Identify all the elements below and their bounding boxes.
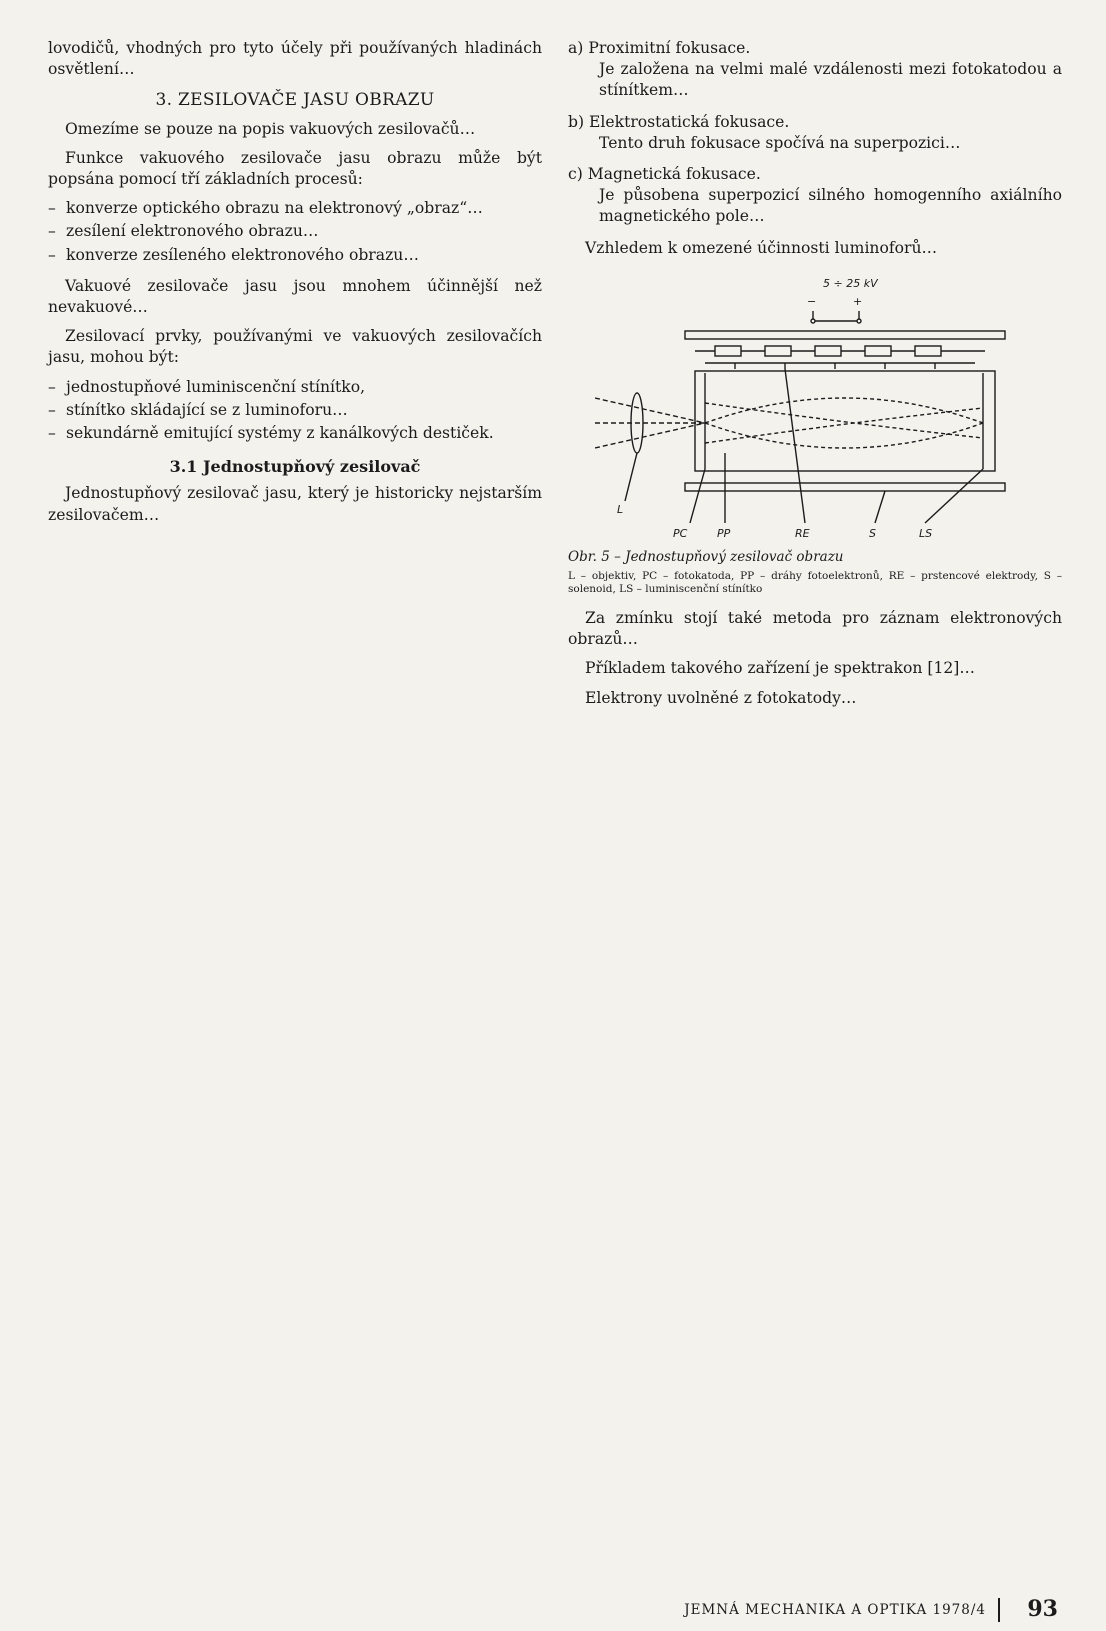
minus-sign: − xyxy=(807,294,817,308)
resistor-chain xyxy=(695,346,985,356)
focus-body: Je působena superpozicí silného homogenního axiálního magnetického pole… xyxy=(599,186,1062,226)
figure-label-pc: PC xyxy=(673,526,688,540)
focus-label: c) Magnetická fokusace. xyxy=(568,165,761,184)
list-item: – konverze optického obrazu na elektronový „obraz“… xyxy=(48,198,542,219)
focus-item-b xyxy=(568,112,1062,154)
list-item: – sekundárně emitující systémy z kanálkových destiček. xyxy=(48,423,542,444)
paragraph-prikladem: Příkladem takového zařízení je spektrakon [12]… xyxy=(585,659,975,678)
plus-sign: + xyxy=(853,294,863,308)
focus-body: Tento druh fokusace spočívá na superpozici… xyxy=(599,133,961,152)
intensifier-diagram xyxy=(595,273,1035,543)
process-list xyxy=(48,198,542,266)
figure-label-s: S xyxy=(869,526,876,540)
list-item: – konverze zesíleného elektronového obrazu… xyxy=(48,245,542,266)
paragraph-zminku: Za zmínku stojí také metoda pro záznam elektronových obrazů… xyxy=(568,609,1062,649)
figure-legend: L – objektiv, PC – fotokatoda, PP – dráhy fotoelektronů, RE – prstencové elektrody, S – solenoid, LS – luminiscenční stínítko xyxy=(568,570,1062,596)
elements-list xyxy=(48,377,542,445)
figure-5 xyxy=(568,273,1062,596)
list-item: – jednostupňové luminiscenční stínítko, xyxy=(48,377,542,398)
paragraph-jednostupnovy: Jednostupňový zesilovač jasu, který je historicky nejstarším zesilovačem… xyxy=(48,484,542,524)
page-footer xyxy=(48,1596,1058,1626)
left-column xyxy=(48,38,542,534)
section-heading: 3. ZESILOVAČE JASU OBRAZU xyxy=(155,90,435,111)
right-column xyxy=(568,38,1062,717)
focus-label: b) Elektrostatická fokusace. xyxy=(568,112,790,131)
paragraph-prvky: Zesilovací prvky, používanými ve vakuových zesilovačích jasu, mohou být: xyxy=(48,327,542,367)
list-item: – zesílení elektronového obrazu… xyxy=(48,221,542,242)
focus-item-c xyxy=(568,164,1062,228)
paragraph-vakuove: Vakuové zesilovače jasu jsou mnohem účinnější než nevakuové… xyxy=(48,276,542,317)
paragraph-intro: lovodičů, vhodných pro tyto účely při používaných hladinách osvětlení… xyxy=(48,39,542,79)
figure-caption: Obr. 5 – Jednostupňový zesilovač obrazu xyxy=(568,548,844,565)
subsection-heading: 3.1 Jednostupňový zesilovač xyxy=(169,457,421,477)
page-number: 93 xyxy=(1027,1596,1058,1622)
focus-body: Je založena na velmi malé vzdálenosti mezi fotokatodou a stínítkem… xyxy=(599,60,1062,100)
figure-label-re: RE xyxy=(795,526,810,540)
solenoid-top xyxy=(685,331,1005,339)
power-supply-terminals xyxy=(811,311,861,323)
footer-divider xyxy=(998,1598,1000,1622)
list-item: – stínítko skládající se z luminoforu… xyxy=(48,400,542,421)
focus-label: a) Proximitní fokusace. xyxy=(568,39,751,57)
tube-body xyxy=(695,371,995,471)
ring-electrodes xyxy=(705,363,975,369)
figure-label-ls: LS xyxy=(919,526,933,540)
paragraph-omezime: Omezíme se pouze na popis vakuových zesilovačů… xyxy=(65,119,476,138)
electron-trajectories xyxy=(705,398,983,448)
figure-label-l: L xyxy=(617,502,624,516)
lens-objective xyxy=(595,393,705,453)
figure-label-pp: PP xyxy=(717,526,731,540)
focus-item-a xyxy=(568,38,1062,102)
solenoid-bottom xyxy=(685,483,1005,491)
voltage-label: 5 ÷ 25 kV xyxy=(823,276,878,290)
paragraph-vzhledem: Vzhledem k omezené účinnosti luminoforů… xyxy=(585,238,938,257)
paragraph-funkce: Funkce vakuového zesilovače jasu obrazu může být popsána pomocí tří základních procesů: xyxy=(48,148,542,189)
journal-title: JEMNÁ MECHANIKA A OPTIKA 1978/4 xyxy=(684,1602,986,1618)
paragraph-elektrony: Elektrony uvolněné z fotokatody… xyxy=(585,688,857,707)
